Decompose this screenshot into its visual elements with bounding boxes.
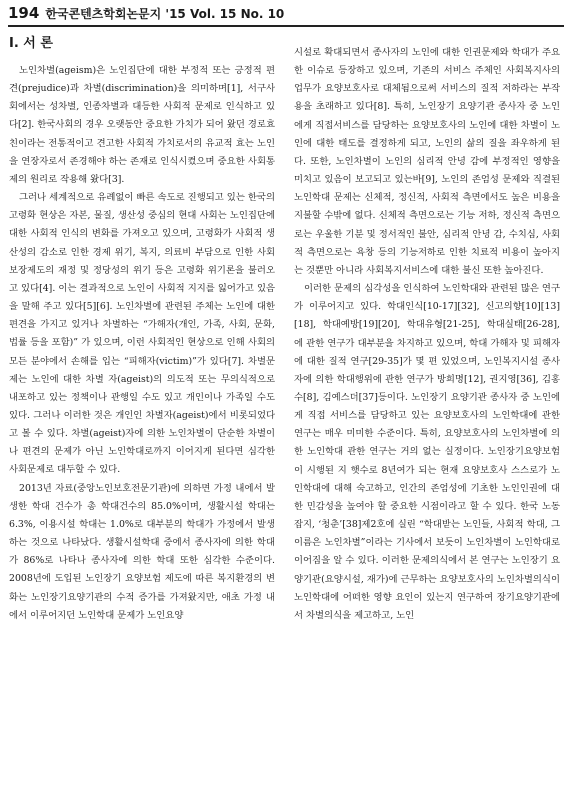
paragraph: 시설로 확대되면서 종사자의 노인에 대한 인권문제와 학대가 주요한 이슈로 등장하고 있으며, 기존의 서비스 주체인 사회복지사의 업무가 요양보호사로 대체됨으로써 서비스의 질적 저하라는 부작용을 초래하고 있다[8]. 특히, 노인장기 요양기관 종사자 중 노인에게 직접서비스를 담당하는 요양보호사의 노인에 대한 차별이 노인에 대한 태도를 결정하게 되고, 노인의 삶의 질을 좌우하게 된다. 또한, 노인차별이 노인의 심리적 안녕 감에 부정적인 영향을 미치고 있음이 보고되고 있는바[9], 노인의 존엄성 문제와 직결된 노인학대 문제는 신체적, 정신적, 사회적 측면에서도 높은 비용을 지불할 수밖에 없다. 신체적 측면으로는 기능 저하, 정신적 측면으로는 우울한 기분 및 정서적인 불안, 심리적 안녕 감, 수치심, 사회적 측면으로는 욕창 등의 기능저하로 인한 치료적 비용이 높아지는 것뿐만 아니라 사회복지서비스에 대한 불신 또한 높아진다. — [294, 47, 560, 276]
right-column — [294, 44, 560, 625]
running-header — [8, 4, 564, 24]
paragraph: 노인차별(ageism)은 노인집단에 대한 부정적 또는 긍정적 편견(prejudice)과 차별(discrimination)을 의미하며[1], 서구사회에서는 성차별, 인종차별과 대등한 사회적 문제로 인식하고 있다[2]. 한국사회의 경우 오랫동안 중요한 가치가 되어 왔던 경로효친이라는 전통적이고 견고한 사회적 가치로서의 유교적 효는 노인을 연장자로서 존경해야 하는 존재로 인식시켰으며 중요한 사회통제의 원리로 작용해 왔다[3]. — [9, 65, 275, 185]
section-title: I. 서 론 — [9, 36, 53, 51]
paragraph: 그러나 세계적으로 유례없이 빠른 속도로 진행되고 있는 한국의 고령화 현상은 자본, 물질, 생산성 중심의 현대 사회는 노인집단에 대한 사회적 인식의 변화를 가져오고 있으며, 고령화가 사회적 생산성의 감소로 인한 경제 위기, 복지, 의료비 부담으로 인한 사회보장제도의 재정 및 정당성의 위기 등은 고령화 위기론을 불러오고 있다[4]. 이는 결과적으로 노인이 사회적 지지를 잃어가고 있음을 말해 주고 있다[5][6]. 노인차별에 관련된 주체는 노인에 대한 편견을 가지고 있거나 차별하는 “가해자(개인, 가족, 사회, 문화, 법률 등을 포함)” 가 있으며, 이런 사회적인 현상으로 인해 사회의 모든 분야에서 손해를 입는 “피해자(victim)”가 있다[7]. 차별문제는 노인에 대한 차별 자(ageist)의 의도적 또는 무의식적으로 내포하고 있는 정책이나 관행일 수도 있고 개인이나 가족일 수도 있다. 그러나 이러한 것은 개인인 차별자(ageist)에서 비롯되었다고 볼 수 있다. 차별(ageist)자에 의한 노인차별이 단순한 차별이나 편견의 문제가 아닌 노인학대로까지 이어지게 된다면 심각한 사회문제로 대두할 수 있다. — [9, 192, 275, 476]
paragraph: 2013년 자료(중앙노인보호전문기관)에 의하면 가정 내에서 발생한 학대 건수가 총 학대건수의 85.0%이며, 생활시설 학대는 6.3%, 이용시설 학대는 1.0%로 대부분의 학대가 가정에서 발생하는 것으로 나타났다. 생활시설학대 중에서 종사자에 의한 학대가 86%로 나타나 종사자에 의한 학대 또한 심각한 수준이다. 2008년에 도입된 노인장기 요양보험 제도에 따른 복지환경의 변화는 노인장기요양기관의 수적 증가를 가져왔지만, 애초 가정 내에서 이루어지던 노인학대 문제가 노인요양 — [9, 482, 275, 621]
header-rule — [8, 25, 564, 27]
page-number: 194 — [8, 4, 40, 22]
paragraph: 이러한 문제의 심각성을 인식하여 노인학대와 관련된 많은 연구가 이루어지고 있다. 학대인식[10-17][32], 신고의향[10][13][18], 학대예방[19][20], 학대유형[21-25], 학대실태[26-28], 에 관한 연구가 대부분을 차지하고 있으며, 학대 가해자 및 피해자에 대한 질적 연구[29-35]가 몇 편 있었으며, 노인복지시설 종사자에 의한 학대행위에 관한 연구가 방희명[12], 권지영[36], 김홍수[8], 김예스더[37]등이다. 노인장기 요양기관 종사자 중 노인에게 직접 서비스를 담당하고 있는 요양보호사의 노인학대에 관한 연구는 매우 미미한 수준이다. 특히, 요양보호사의 노인차별에 의한 노인학대 관한 연구는 거의 없는 실정이다. 노인장기요양보험이 시행된 지 햇수로 8년여가 되는 현재 요양보호사 스스로가 노인학대에 대해 숙고하고, 인간의 존엄성에 기초한 노인인권에 대한 민감성을 높여야 할 중요한 시점이라고 할 수 있다. 한국 노동잡지, ‘청춘’[38]제2호에 실린 “학대받는 노인들, 사회적 학대, 그 이름은 노인차별”이라는 기사에서 보듯이 노인차별이 노인학대로 이어짐을 알 수 있다. 이러한 문제의식에서 본 연구는 노인장기 요양기관(요양시설, 재가)에 근무하는 요양보호사의 노인차별의식이 노인학대에 어떠한 영향 요인이 있는지 연구하여 장기요양기관에서 차별의식을 제고하고, 노인 — [294, 283, 560, 621]
left-column — [9, 36, 275, 625]
journal-title: 한국콘텐츠학회논문지 '15 Vol. 15 No. 10 — [45, 7, 285, 21]
